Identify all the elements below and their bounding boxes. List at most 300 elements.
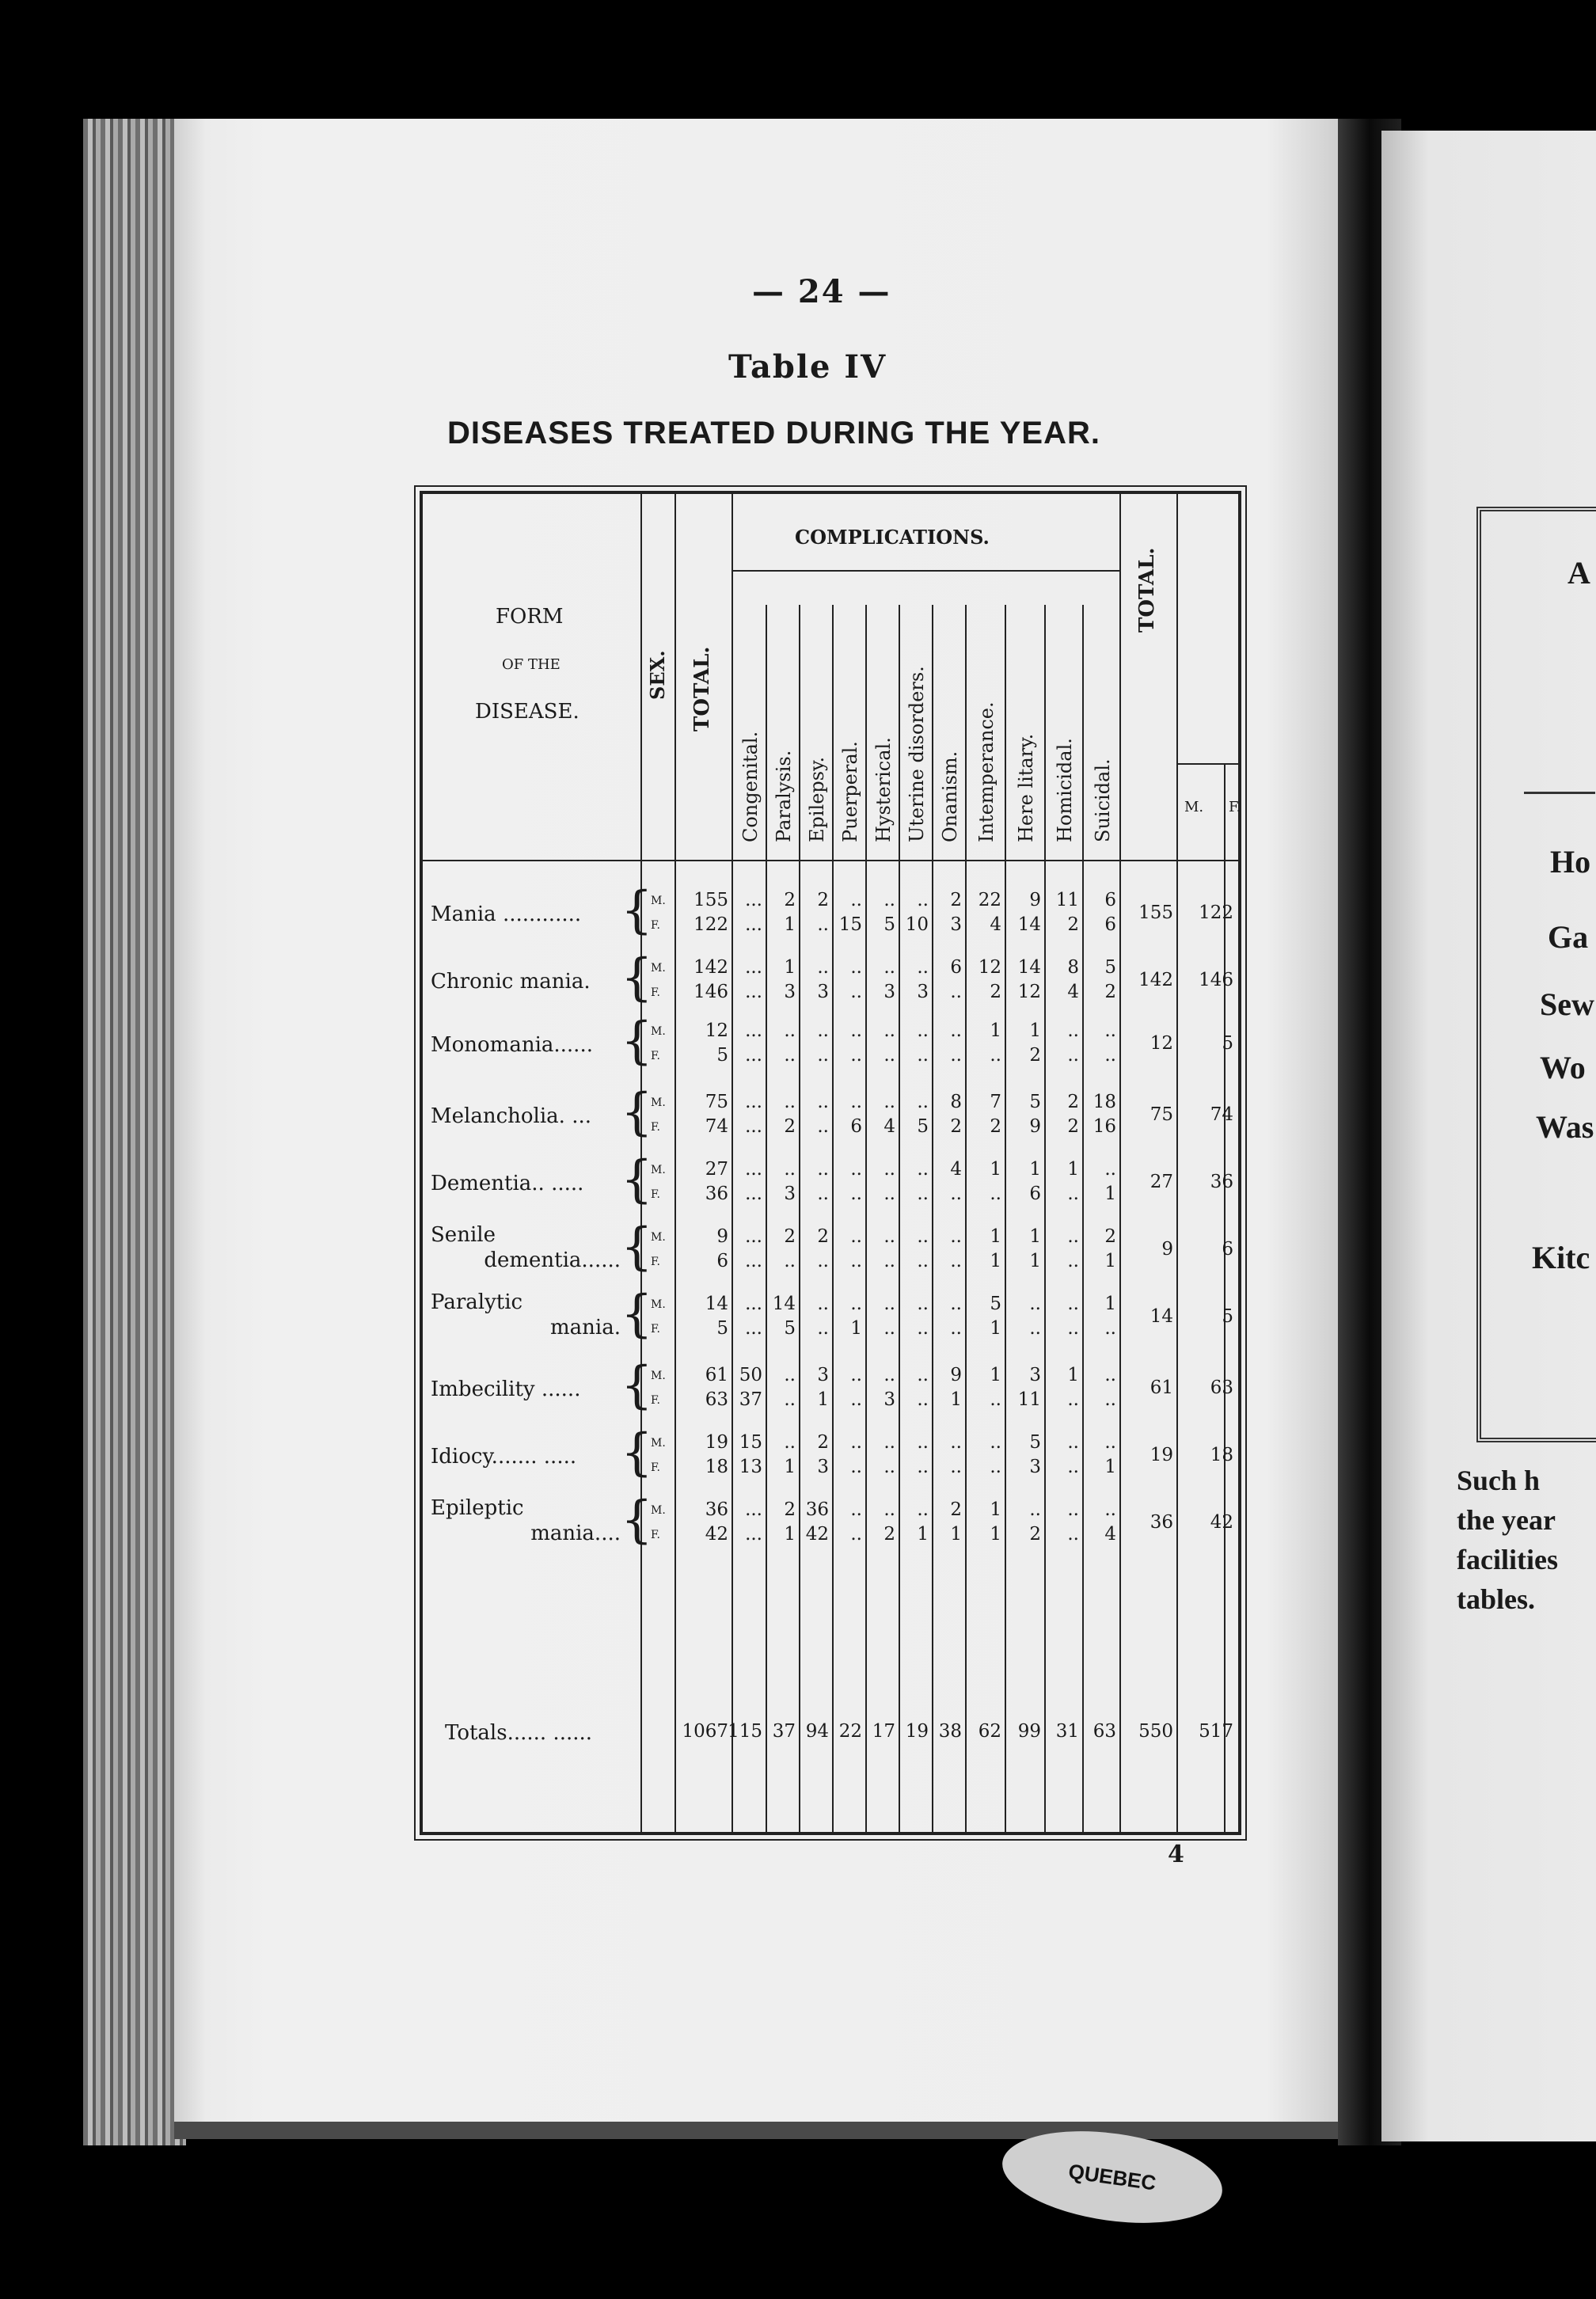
complication-cell: 13	[739, 1457, 762, 1477]
row-label: Mania ............	[431, 902, 582, 926]
complication-cell: 1	[950, 1389, 962, 1410]
facing-page-line: facilities	[1457, 1544, 1558, 1575]
complication-cell: ..	[1104, 1045, 1116, 1066]
complication-cell: ..	[884, 1294, 895, 1314]
table-label: Table IV	[728, 348, 887, 386]
complication-cell: ..	[850, 957, 862, 978]
sex-cell: M.	[651, 1370, 666, 1382]
facing-page-word: Was	[1536, 1109, 1594, 1145]
row-brace: {	[621, 1218, 653, 1276]
complication-cell: ..	[817, 1294, 829, 1314]
complication-cell: 22	[838, 1721, 862, 1742]
complication-cell: ..	[1067, 1184, 1079, 1204]
complication-cell: 3	[1029, 1365, 1041, 1385]
total-cell: 19	[705, 1432, 728, 1453]
complication-cell: ..	[917, 1499, 929, 1520]
sex-cell: F.	[651, 1188, 660, 1201]
row-brace: {	[621, 1150, 653, 1209]
complication-cell: ..	[917, 1389, 929, 1410]
total-right-header: TOTAL.	[1135, 547, 1159, 633]
complication-cell: ..	[1067, 1045, 1079, 1066]
complication-cell: ..	[1067, 1432, 1079, 1453]
complication-cell: ..	[990, 1457, 1001, 1477]
complication-cell: 99	[1017, 1721, 1041, 1742]
complication-cell: ..	[817, 1318, 829, 1339]
complication-cell: 1	[784, 957, 796, 978]
complication-cell: ..	[1067, 1457, 1079, 1477]
complication-cell: 2	[1067, 1116, 1079, 1137]
complication-cell: ..	[1104, 1499, 1116, 1520]
sex-cell: F.	[651, 1529, 660, 1541]
complication-cell: 3	[817, 1365, 829, 1385]
form-header: OF THE	[502, 656, 560, 673]
total-male-cell: 14	[1150, 1306, 1173, 1327]
complication-cell: 94	[805, 1721, 829, 1742]
total-cell: 142	[694, 957, 728, 978]
complication-cell: ...	[745, 1159, 762, 1180]
complication-cell: ..	[884, 890, 895, 910]
complication-cell: ..	[784, 1251, 796, 1271]
complication-cell: 14	[1017, 957, 1041, 978]
complication-cell: ..	[884, 1365, 895, 1385]
complication-cell: ..	[884, 1499, 895, 1520]
complication-cell: 12	[1017, 982, 1041, 1002]
complication-cell: ..	[917, 890, 929, 910]
total-female-cell: 5	[1222, 1306, 1233, 1327]
total-female-cell: 517	[1199, 1721, 1233, 1742]
complication-cell: ..	[850, 1045, 862, 1066]
complication-cell: 11	[1055, 890, 1079, 910]
complication-cell: ..	[850, 1499, 862, 1520]
total-female-cell: 63	[1210, 1378, 1233, 1398]
complication-cell: ..	[784, 1092, 796, 1112]
complication-cell: ..	[917, 1294, 929, 1314]
complication-cell: ..	[817, 1159, 829, 1180]
complication-cell: ..	[990, 1184, 1001, 1204]
complication-cell: 3	[950, 914, 962, 935]
total-male-cell: 142	[1138, 970, 1173, 990]
complication-cell: ..	[850, 1365, 862, 1385]
complication-cell: ..	[850, 1020, 862, 1041]
sex-cell: M.	[651, 1504, 666, 1517]
complication-cell: 2	[1067, 914, 1079, 935]
complication-cell: 2	[1029, 1045, 1041, 1066]
col-divider	[1044, 605, 1046, 1832]
complication-cell: 1	[784, 914, 796, 935]
complication-cell: 2	[1029, 1524, 1041, 1545]
complication-cell: ..	[917, 1365, 929, 1385]
complication-cell: 2	[990, 1116, 1001, 1137]
facing-page-rule	[1524, 792, 1595, 794]
complication-cell: 6	[1029, 1184, 1041, 1204]
complication-cell: ..	[1067, 1020, 1079, 1041]
total-cell: 5	[716, 1045, 728, 1066]
complication-cell: ..	[850, 1432, 862, 1453]
complication-cell: 1	[1067, 1365, 1079, 1385]
complication-cell: 1	[784, 1457, 796, 1477]
total-cell: 155	[694, 890, 728, 910]
complication-cell: 2	[950, 1116, 962, 1137]
complication-cell: 5	[1029, 1432, 1041, 1453]
complication-cell: ..	[850, 982, 862, 1002]
total-cell: 61	[705, 1365, 728, 1385]
col-divider	[932, 605, 933, 1832]
form-header: DISEASE.	[475, 700, 580, 724]
form-header: FORM	[496, 605, 564, 629]
complication-cell: ..	[850, 1184, 862, 1204]
total-male-cell: 36	[1150, 1512, 1173, 1533]
complication-cell: 1	[1104, 1251, 1116, 1271]
facing-page-line: the year	[1457, 1504, 1556, 1536]
sex-cell: M.	[651, 1025, 666, 1038]
complication-cell: ..	[817, 957, 829, 978]
row-label: Senile	[431, 1223, 496, 1247]
complication-cell: 1	[1029, 1159, 1041, 1180]
facing-page-word: Wo	[1540, 1050, 1586, 1085]
complication-cell: ..	[917, 1159, 929, 1180]
col-divider	[732, 494, 733, 1832]
row-label: Epileptic	[431, 1496, 524, 1520]
facing-page-frame	[1476, 507, 1596, 1442]
complication-cell: 6	[1104, 890, 1116, 910]
footer-page-number: 4	[1168, 1841, 1184, 1868]
sex-cell: M.	[651, 1437, 666, 1450]
complication-cell: ..	[884, 1045, 895, 1066]
complication-cell: 1	[817, 1389, 829, 1410]
complication-cell: ..	[817, 1045, 829, 1066]
sex-cell: F.	[651, 986, 660, 999]
complication-cell: ..	[850, 1389, 862, 1410]
stamp-text: QUEBEC	[1066, 2158, 1158, 2195]
total-cell: 12	[705, 1020, 728, 1041]
complications-header: COMPLICATIONS.	[795, 526, 990, 549]
complication-cell: 2	[784, 1499, 796, 1520]
complication-cell: 8	[950, 1092, 962, 1112]
total-header: TOTAL.	[690, 646, 714, 732]
complication-cell: 3	[917, 982, 929, 1002]
complication-cell: ..	[1029, 1318, 1041, 1339]
page-number: — 24 —	[752, 273, 891, 310]
complication-cell: 38	[938, 1721, 962, 1742]
complication-cell: ..	[950, 1294, 962, 1314]
complication-cell: 37	[772, 1721, 796, 1742]
sex-cell: F.	[651, 1121, 660, 1134]
complication-cell: ...	[745, 1116, 762, 1137]
complication-cell: 3	[1029, 1457, 1041, 1477]
total-cell: 42	[705, 1524, 728, 1545]
complication-cell: ...	[745, 1092, 762, 1112]
row-label: mania....	[530, 1522, 621, 1545]
complication-cell: ..	[1104, 1318, 1116, 1339]
sex-cell: F.	[651, 919, 660, 932]
complication-cell: ..	[1104, 1432, 1116, 1453]
complication-cell: ..	[817, 1020, 829, 1041]
complication-cell: ..	[1067, 1318, 1079, 1339]
complication-cell: ..	[884, 1318, 895, 1339]
complication-cell: 1	[1067, 1159, 1079, 1180]
complication-cell: 1	[950, 1524, 962, 1545]
complication-cell: 4	[1067, 982, 1079, 1002]
col-divider	[965, 605, 967, 1832]
complication-cell: 1	[1029, 1226, 1041, 1247]
complication-cell: 9	[1029, 1116, 1041, 1137]
facing-page-paragraph	[1457, 1461, 1595, 1619]
complication-cell: ..	[1029, 1294, 1041, 1314]
complication-cell: ..	[950, 1045, 962, 1066]
complication-cell: 1	[1029, 1251, 1041, 1271]
col-divider	[1005, 605, 1006, 1832]
complication-cell: 1	[990, 1318, 1001, 1339]
complication-cell: ..	[917, 1251, 929, 1271]
complication-cell: 3	[884, 982, 895, 1002]
complication-cell: ..	[1104, 1159, 1116, 1180]
complication-cell: 12	[978, 957, 1001, 978]
complication-cell: 5	[1029, 1092, 1041, 1112]
row-brace: {	[621, 1083, 653, 1142]
total-female-cell: 146	[1199, 970, 1233, 990]
sex-cell: F.	[651, 1323, 660, 1336]
facing-page-line: tables.	[1457, 1583, 1535, 1615]
complication-cell: ..	[884, 1226, 895, 1247]
complication-cell: ..	[884, 1184, 895, 1204]
total-cell: 75	[705, 1092, 728, 1112]
complication-cell: ..	[950, 1226, 962, 1247]
total-cell: 74	[705, 1116, 728, 1137]
complication-cell: ...	[745, 982, 762, 1002]
total-cell: 36	[705, 1184, 728, 1204]
complication-cell: 2	[950, 890, 962, 910]
complication-cell: ..	[784, 1432, 796, 1453]
complication-cell: 8	[1067, 957, 1079, 978]
complication-cell: ..	[950, 1432, 962, 1453]
complication-cell: ..	[884, 1432, 895, 1453]
complication-header: Congenital.	[739, 731, 762, 842]
complication-cell: 4	[1104, 1524, 1116, 1545]
row-brace: {	[621, 948, 653, 1007]
col-divider	[865, 605, 867, 1832]
complication-cell: 17	[872, 1721, 895, 1742]
complication-cell: 1	[990, 1020, 1001, 1041]
row-brace: {	[621, 1491, 653, 1549]
col-divider	[832, 605, 834, 1832]
complication-cell: ..	[917, 1092, 929, 1112]
row-brace: {	[621, 1423, 653, 1482]
header-rule	[423, 860, 1238, 861]
complication-cell: ..	[850, 890, 862, 910]
complication-cell: ..	[990, 1389, 1001, 1410]
total-cell: 5	[716, 1318, 728, 1339]
total-rule	[1176, 763, 1238, 765]
col-divider	[1119, 494, 1121, 1832]
complication-cell: ..	[917, 1432, 929, 1453]
complication-cell: ..	[1029, 1499, 1041, 1520]
row-label: Chronic mania.	[431, 970, 591, 994]
complication-cell: ..	[1067, 1524, 1079, 1545]
total-male-cell: 550	[1138, 1721, 1173, 1742]
total-cell: 1067	[682, 1721, 728, 1742]
row-label: Monomania......	[431, 1033, 593, 1057]
complication-cell: 2	[1104, 1226, 1116, 1247]
total-female-cell: 122	[1199, 902, 1233, 923]
complication-cell: ..	[1104, 1365, 1116, 1385]
complication-cell: 1	[990, 1226, 1001, 1247]
complication-cell: ..	[817, 914, 829, 935]
facing-page-line: Such h	[1457, 1465, 1541, 1496]
complication-cell: 42	[805, 1524, 829, 1545]
complication-cell: ..	[950, 1457, 962, 1477]
complication-cell: 5	[1104, 957, 1116, 978]
complication-cell: 5	[884, 914, 895, 935]
complication-cell: ..	[1067, 1251, 1079, 1271]
complication-cell: ...	[745, 1226, 762, 1247]
complication-header: Paralysis.	[773, 750, 795, 842]
complication-cell: 3	[784, 982, 796, 1002]
complication-cell: 5	[784, 1318, 796, 1339]
complication-cell: 3	[884, 1389, 895, 1410]
complication-header: Puerperal.	[839, 741, 861, 842]
total-cell: 27	[705, 1159, 728, 1180]
complication-cell: ..	[850, 1457, 862, 1477]
complication-cell: 1	[990, 1499, 1001, 1520]
complication-cell: 15	[838, 914, 862, 935]
sex-cell: M.	[651, 1164, 666, 1176]
col-divider	[799, 605, 800, 1832]
complication-cell: 63	[1092, 1721, 1116, 1742]
complication-cell: 1	[784, 1524, 796, 1545]
complication-cell: 1	[990, 1159, 1001, 1180]
complication-cell: ..	[817, 1251, 829, 1271]
complication-cell: 6	[1104, 914, 1116, 935]
complication-cell: ..	[1067, 1499, 1079, 1520]
row-label: Melancholia. ...	[431, 1104, 591, 1128]
complication-cell: ..	[917, 1226, 929, 1247]
complication-cell: ..	[917, 957, 929, 978]
complication-cell: 4	[884, 1116, 895, 1137]
complication-cell: ..	[884, 1251, 895, 1271]
row-label: mania.	[550, 1316, 621, 1340]
complication-cell: 1	[1104, 1457, 1116, 1477]
total-male-cell: 155	[1138, 902, 1173, 923]
complication-header: Here litary.	[1015, 733, 1037, 842]
facing-page-word: Ga	[1548, 919, 1589, 955]
male-header: M.	[1184, 799, 1204, 815]
complication-cell: 1	[1104, 1294, 1116, 1314]
complication-cell: ...	[745, 1318, 762, 1339]
complication-cell: ..	[884, 957, 895, 978]
total-cell: 122	[694, 914, 728, 935]
complication-cell: ...	[745, 914, 762, 935]
row-brace: {	[621, 1356, 653, 1415]
facing-page-word: Sew	[1540, 986, 1594, 1022]
complication-cell: ..	[884, 1020, 895, 1041]
total-cell: 6	[716, 1251, 728, 1271]
complication-header: Onanism.	[939, 750, 961, 842]
complication-cell: 2	[784, 1116, 796, 1137]
sex-cell: F.	[651, 1050, 660, 1062]
total-female-cell: 42	[1210, 1512, 1233, 1533]
complication-cell: 11	[1017, 1389, 1041, 1410]
complication-cell: ..	[950, 1318, 962, 1339]
complication-cell: 1	[1104, 1184, 1116, 1204]
complication-cell: ..	[1104, 1020, 1116, 1041]
complication-cell: 3	[784, 1184, 796, 1204]
row-label: Paralytic	[431, 1290, 523, 1314]
complication-cell: ..	[850, 1294, 862, 1314]
complications-rule	[732, 570, 1119, 572]
complication-cell: ..	[917, 1045, 929, 1066]
complication-cell: ..	[950, 1020, 962, 1041]
complication-cell: ..	[950, 982, 962, 1002]
complication-header: Intemperance.	[975, 701, 998, 842]
total-cell: 14	[705, 1294, 728, 1314]
complication-cell: 1	[850, 1318, 862, 1339]
complication-cell: 50	[739, 1365, 762, 1385]
complication-cell: ..	[784, 1045, 796, 1066]
complication-cell: ..	[817, 1184, 829, 1204]
row-label: dementia......	[484, 1248, 621, 1272]
total-female-cell: 74	[1210, 1104, 1233, 1125]
complication-cell: 2	[950, 1499, 962, 1520]
row-label: Idiocy....... .....	[431, 1445, 577, 1469]
complication-cell: ...	[745, 1045, 762, 1066]
total-male-cell: 61	[1150, 1378, 1173, 1398]
col-divider	[766, 605, 767, 1832]
complication-cell: 22	[978, 890, 1001, 910]
complication-cell: ..	[917, 1020, 929, 1041]
complication-cell: ..	[1104, 1389, 1116, 1410]
complication-cell: 15	[739, 1432, 762, 1453]
complication-cell: 2	[817, 1432, 829, 1453]
complication-cell: 2	[1104, 982, 1116, 1002]
complication-cell: ..	[784, 1159, 796, 1180]
complication-cell: 3	[817, 982, 829, 1002]
col-divider	[1176, 494, 1178, 1832]
female-header: F.	[1229, 799, 1241, 815]
sex-cell: M.	[651, 1298, 666, 1311]
sex-cell: F.	[651, 1256, 660, 1268]
complication-cell: ..	[1067, 1389, 1079, 1410]
sex-cell: M.	[651, 895, 666, 907]
complication-cell: ...	[745, 1499, 762, 1520]
sex-cell: F.	[651, 1394, 660, 1407]
complication-cell: ..	[850, 1159, 862, 1180]
complication-header: Homicidal.	[1054, 738, 1076, 842]
complication-cell: ...	[745, 1524, 762, 1545]
complication-cell: 5	[917, 1116, 929, 1137]
sex-cell: M.	[651, 962, 666, 975]
complication-cell: 18	[1092, 1092, 1116, 1112]
complication-cell: ...	[745, 1294, 762, 1314]
complication-cell: 10	[905, 914, 929, 935]
complication-cell: ..	[784, 1020, 796, 1041]
facing-page-word: Kitc	[1532, 1240, 1590, 1275]
complication-cell: 2	[817, 890, 829, 910]
col-divider	[674, 494, 676, 1832]
sex-header: SEX.	[646, 650, 669, 700]
total-male-cell: 27	[1150, 1172, 1173, 1192]
complication-cell: 14	[772, 1294, 796, 1314]
complication-cell: ..	[817, 1116, 829, 1137]
complication-cell: ...	[745, 957, 762, 978]
complication-cell: 4	[950, 1159, 962, 1180]
col-divider	[1082, 605, 1084, 1832]
total-male-cell: 19	[1150, 1445, 1173, 1465]
complication-cell: ...	[745, 1184, 762, 1204]
complication-cell: 2	[817, 1226, 829, 1247]
complication-cell: ..	[850, 1226, 862, 1247]
diseases-table	[420, 491, 1241, 1835]
total-female-cell: 5	[1222, 1033, 1233, 1054]
